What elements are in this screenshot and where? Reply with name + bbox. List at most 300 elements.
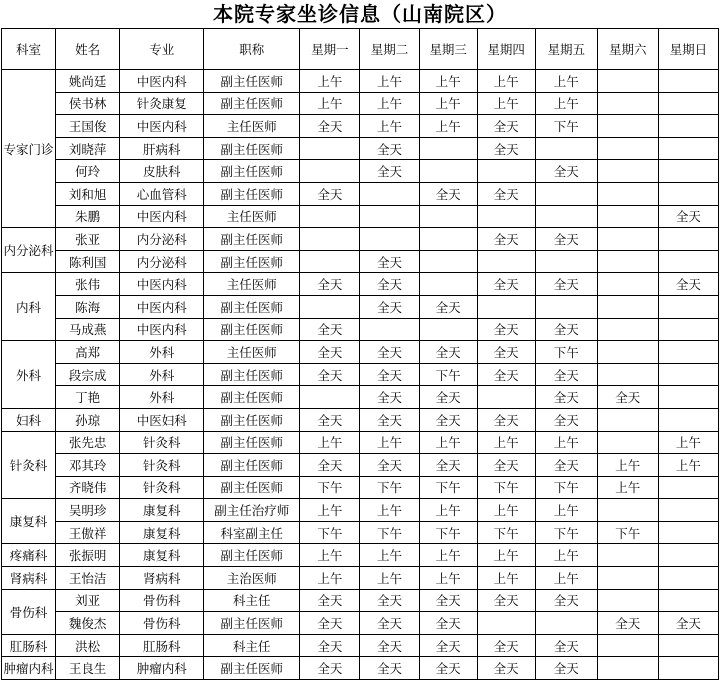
column-header: 星期一: [300, 29, 360, 70]
schedule-cell: 全天: [360, 341, 419, 364]
schedule-cell: [658, 228, 718, 251]
table-row: [2, 295, 719, 318]
doctor-name-cell: 陈海: [56, 295, 120, 318]
job-title-cell: 副主任医师: [204, 657, 300, 680]
department-cell: 妇科: [2, 408, 56, 431]
schedule-cell: 下午: [535, 115, 597, 138]
schedule-cell: [535, 250, 597, 273]
schedule-cell: [419, 273, 477, 296]
table-row: [2, 363, 719, 386]
doctor-name-cell: 马成燕: [56, 318, 120, 341]
schedule-cell: [360, 318, 419, 341]
schedule-cell: 全天: [419, 612, 477, 635]
schedule-cell: 上午: [360, 70, 419, 93]
schedule-cell: 上午: [477, 92, 535, 115]
schedule-cell: 上午: [300, 70, 360, 93]
schedule-cell: 全天: [360, 634, 419, 657]
department-cell: 专家门诊: [2, 70, 56, 228]
schedule-cell: 全天: [419, 295, 477, 318]
specialty-cell: 针灸科: [120, 454, 204, 477]
doctor-name-cell: 邓其玲: [56, 454, 120, 477]
doctor-name-cell: 刘亚: [56, 589, 120, 612]
doctor-name-cell: 高郑: [56, 341, 120, 364]
schedule-cell: 上午: [300, 544, 360, 567]
schedule-cell: [597, 589, 658, 612]
schedule-cell: 全天: [300, 363, 360, 386]
schedule-cell: [658, 521, 718, 544]
schedule-cell: 全天: [300, 341, 360, 364]
table-row: [2, 567, 719, 590]
job-title-cell: 副主任医师: [204, 137, 300, 160]
schedule-cell: [658, 70, 718, 93]
column-header: 星期三: [419, 29, 477, 70]
schedule-cell: 上午: [360, 499, 419, 522]
schedule-cell: [658, 137, 718, 160]
schedule-cell: 上午: [419, 544, 477, 567]
schedule-cell: 下午: [535, 476, 597, 499]
job-title-cell: 副主任医师: [204, 318, 300, 341]
schedule-cell: 下午: [535, 521, 597, 544]
job-title-cell: 副主任医师: [204, 454, 300, 477]
specialty-cell: 中医内科: [120, 205, 204, 228]
schedule-cell: 上午: [477, 70, 535, 93]
job-title-cell: 科室副主任: [204, 521, 300, 544]
doctor-name-cell: 吴明珍: [56, 499, 120, 522]
schedule-cell: [597, 544, 658, 567]
table-row: [2, 182, 719, 205]
schedule-cell: 上午: [360, 544, 419, 567]
department-cell: 肛肠科: [2, 634, 56, 657]
schedule-cell: [477, 295, 535, 318]
doctor-name-cell: 洪松: [56, 634, 120, 657]
specialty-cell: 外科: [120, 363, 204, 386]
schedule-cell: [658, 250, 718, 273]
schedule-cell: [658, 295, 718, 318]
schedule-cell: [597, 431, 658, 454]
schedule-cell: 全天: [300, 408, 360, 431]
schedule-cell: [597, 182, 658, 205]
schedule-cell: 全天: [300, 115, 360, 138]
schedule-cell: 全天: [477, 454, 535, 477]
department-cell: 外科: [2, 341, 56, 409]
schedule-cell: 上午: [535, 544, 597, 567]
schedule-cell: 全天: [535, 657, 597, 680]
schedule-cell: 上午: [360, 115, 419, 138]
schedule-cell: 上午: [419, 115, 477, 138]
schedule-cell: [477, 250, 535, 273]
schedule-cell: [658, 567, 718, 590]
column-header: 星期五: [535, 29, 597, 70]
schedule-cell: [419, 205, 477, 228]
doctor-name-cell: 刘和旭: [56, 182, 120, 205]
schedule-cell: [360, 205, 419, 228]
schedule-cell: 全天: [360, 589, 419, 612]
schedule-cell: 全天: [300, 634, 360, 657]
table-row: [2, 273, 719, 296]
doctor-name-cell: 魏俊杰: [56, 612, 120, 635]
specialty-cell: 心血管科: [120, 182, 204, 205]
schedule-cell: 全天: [360, 657, 419, 680]
doctor-name-cell: 张振明: [56, 544, 120, 567]
schedule-cell: [658, 160, 718, 183]
specialty-cell: 中医内科: [120, 318, 204, 341]
schedule-cell: 全天: [360, 137, 419, 160]
schedule-cell: [658, 544, 718, 567]
schedule-cell: 全天: [535, 454, 597, 477]
schedule-cell: 下午: [300, 521, 360, 544]
schedule-cell: [300, 205, 360, 228]
job-title-cell: 科主任: [204, 634, 300, 657]
schedule-cell: 全天: [300, 612, 360, 635]
column-header: 职称: [204, 29, 300, 70]
job-title-cell: 副主任医师: [204, 408, 300, 431]
schedule-cell: [597, 115, 658, 138]
job-title-cell: 副主任医师: [204, 182, 300, 205]
table-row: [2, 408, 719, 431]
schedule-cell: [597, 205, 658, 228]
specialty-cell: 皮肤科: [120, 160, 204, 183]
schedule-cell: 上午: [597, 476, 658, 499]
table-row: [2, 70, 719, 93]
table-row: [2, 228, 719, 251]
schedule-cell: [535, 205, 597, 228]
department-cell: 骨伤科: [2, 589, 56, 634]
job-title-cell: 副主任医师: [204, 386, 300, 409]
schedule-cell: 全天: [477, 589, 535, 612]
specialty-cell: 针灸科: [120, 431, 204, 454]
job-title-cell: 副主任医师: [204, 612, 300, 635]
schedule-cell: 全天: [535, 228, 597, 251]
schedule-cell: 全天: [360, 273, 419, 296]
schedule-cell: [597, 92, 658, 115]
table-row: [2, 250, 719, 273]
schedule-cell: [597, 499, 658, 522]
schedule-cell: [597, 567, 658, 590]
column-header: 科室: [2, 29, 56, 70]
table-row: [2, 318, 719, 341]
schedule-cell: [535, 612, 597, 635]
schedule-cell: 全天: [300, 273, 360, 296]
specialty-cell: 内分泌科: [120, 228, 204, 251]
schedule-cell: 下午: [419, 521, 477, 544]
schedule-cell: [477, 386, 535, 409]
schedule-cell: [300, 295, 360, 318]
schedule-cell: 全天: [477, 634, 535, 657]
schedule-cell: 全天: [300, 454, 360, 477]
specialty-cell: 针灸科: [120, 476, 204, 499]
schedule-cell: [597, 318, 658, 341]
table-row: [2, 160, 719, 183]
specialty-cell: 肛肠科: [120, 634, 204, 657]
schedule-cell: 全天: [300, 182, 360, 205]
table-row: [2, 386, 719, 409]
schedule-cell: 全天: [419, 341, 477, 364]
schedule-cell: [658, 182, 718, 205]
schedule-cell: [597, 250, 658, 273]
schedule-cell: 下午: [419, 476, 477, 499]
schedule-cell: [658, 408, 718, 431]
specialty-cell: 外科: [120, 386, 204, 409]
schedule-cell: [597, 341, 658, 364]
doctor-name-cell: 王傲祥: [56, 521, 120, 544]
schedule-cell: 全天: [360, 386, 419, 409]
schedule-cell: 全天: [300, 589, 360, 612]
schedule-cell: [477, 612, 535, 635]
department-cell: 康复科: [2, 499, 56, 544]
schedule-cell: [658, 363, 718, 386]
department-cell: 疼痛科: [2, 544, 56, 567]
schedule-cell: 上午: [300, 567, 360, 590]
column-header: 星期二: [360, 29, 419, 70]
doctor-name-cell: 王国俊: [56, 115, 120, 138]
schedule-cell: [597, 137, 658, 160]
schedule-cell: 全天: [535, 363, 597, 386]
schedule-cell: [658, 589, 718, 612]
page-title: 本院专家坐诊信息（山南院区）: [213, 2, 507, 26]
schedule-cell: [300, 250, 360, 273]
column-header: 姓名: [56, 29, 120, 70]
specialty-cell: 中医内科: [120, 273, 204, 296]
job-title-cell: 副主任医师: [204, 92, 300, 115]
doctor-name-cell: 王怡洁: [56, 567, 120, 590]
schedule-cell: [419, 250, 477, 273]
schedule-cell: 全天: [658, 205, 718, 228]
schedule-cell: 全天: [477, 273, 535, 296]
schedule-cell: 下午: [477, 521, 535, 544]
job-title-cell: 科主任: [204, 589, 300, 612]
table-row: [2, 205, 719, 228]
specialty-cell: 康复科: [120, 544, 204, 567]
schedule-cell: 全天: [535, 273, 597, 296]
schedule-cell: 全天: [360, 454, 419, 477]
schedule-cell: [300, 137, 360, 160]
header-row: [2, 29, 719, 70]
schedule-cell: [597, 363, 658, 386]
schedule-cell: 上午: [360, 92, 419, 115]
schedule-cell: 下午: [419, 363, 477, 386]
schedule-cell: 上午: [477, 499, 535, 522]
table-row: [2, 454, 719, 477]
job-title-cell: 副主任医师: [204, 295, 300, 318]
schedule-cell: 下午: [360, 476, 419, 499]
schedule-cell: [658, 476, 718, 499]
job-title-cell: 主治医师: [204, 567, 300, 590]
schedule-cell: 上午: [535, 92, 597, 115]
specialty-cell: 肾病科: [120, 567, 204, 590]
schedule-cell: 下午: [535, 341, 597, 364]
job-title-cell: 主任医师: [204, 273, 300, 296]
job-title-cell: 副主任医师: [204, 160, 300, 183]
doctor-name-cell: 张亚: [56, 228, 120, 251]
schedule-cell: 全天: [477, 341, 535, 364]
specialty-cell: 中医内科: [120, 295, 204, 318]
job-title-cell: 副主任医师: [204, 476, 300, 499]
doctor-name-cell: 齐晓伟: [56, 476, 120, 499]
schedule-cell: [419, 137, 477, 160]
specialty-cell: 肝病科: [120, 137, 204, 160]
schedule-cell: 上午: [477, 431, 535, 454]
schedule-cell: 上午: [477, 544, 535, 567]
specialty-cell: 中医内科: [120, 115, 204, 138]
schedule-cell: 上午: [597, 454, 658, 477]
specialty-cell: 骨伤科: [120, 612, 204, 635]
schedule-cell: 全天: [419, 386, 477, 409]
job-title-cell: 主任医师: [204, 341, 300, 364]
specialty-cell: 针灸康复: [120, 92, 204, 115]
schedule-cell: 全天: [597, 612, 658, 635]
schedule-cell: 上午: [360, 567, 419, 590]
schedule-cell: 上午: [419, 70, 477, 93]
schedule-cell: 上午: [300, 92, 360, 115]
schedule-cell: [597, 70, 658, 93]
table-row: [2, 634, 719, 657]
doctor-name-cell: 朱鹏: [56, 205, 120, 228]
specialty-cell: 康复科: [120, 499, 204, 522]
schedule-cell: 上午: [419, 499, 477, 522]
doctor-name-cell: 姚尚廷: [56, 70, 120, 93]
schedule-cell: 全天: [535, 386, 597, 409]
schedule-cell: 全天: [300, 657, 360, 680]
table-row: [2, 137, 719, 160]
schedule-cell: 下午: [360, 521, 419, 544]
doctor-name-cell: 张伟: [56, 273, 120, 296]
schedule-cell: 上午: [658, 454, 718, 477]
schedule-cell: 全天: [477, 182, 535, 205]
schedule-cell: [419, 318, 477, 341]
doctor-name-cell: 孙琼: [56, 408, 120, 431]
schedule-cell: 全天: [477, 137, 535, 160]
table-row: [2, 589, 719, 612]
schedule-cell: [300, 386, 360, 409]
job-title-cell: 副主任医师: [204, 363, 300, 386]
schedule-cell: 全天: [535, 318, 597, 341]
table-row: [2, 431, 719, 454]
specialty-cell: 中医妇科: [120, 408, 204, 431]
schedule-cell: [360, 228, 419, 251]
schedule-cell: [658, 634, 718, 657]
column-header: 星期四: [477, 29, 535, 70]
schedule-cell: 全天: [419, 657, 477, 680]
schedule-cell: [535, 295, 597, 318]
job-title-cell: 副主任医师: [204, 228, 300, 251]
schedule-cell: 全天: [360, 295, 419, 318]
schedule-cell: 上午: [360, 431, 419, 454]
department-cell: 肾病科: [2, 567, 56, 590]
schedule-cell: [597, 408, 658, 431]
schedule-cell: 全天: [535, 160, 597, 183]
schedule-cell: 全天: [419, 589, 477, 612]
specialty-cell: 康复科: [120, 521, 204, 544]
schedule-cell: 全天: [360, 250, 419, 273]
schedule-cell: 全天: [477, 657, 535, 680]
schedule-cell: 上午: [535, 431, 597, 454]
department-cell: 内科: [2, 273, 56, 341]
schedule-cell: 全天: [477, 363, 535, 386]
schedule-cell: [658, 115, 718, 138]
job-title-cell: 副主任医师: [204, 431, 300, 454]
doctor-name-cell: 侯书林: [56, 92, 120, 115]
schedule-cell: [658, 499, 718, 522]
schedule-cell: 全天: [658, 273, 718, 296]
schedule-cell: [597, 657, 658, 680]
table-row: [2, 341, 719, 364]
schedule-cell: [597, 160, 658, 183]
job-title-cell: 主任医师: [204, 205, 300, 228]
schedule-cell: 上午: [477, 567, 535, 590]
schedule-cell: [477, 205, 535, 228]
schedule-cell: 上午: [419, 92, 477, 115]
schedule-cell: 下午: [477, 476, 535, 499]
table-row: [2, 92, 719, 115]
schedule-cell: [658, 92, 718, 115]
schedule-cell: 全天: [477, 408, 535, 431]
schedule-cell: 全天: [360, 363, 419, 386]
schedule-cell: 全天: [477, 318, 535, 341]
specialty-cell: 内分泌科: [120, 250, 204, 273]
table-row: [2, 476, 719, 499]
schedule-cell: [658, 657, 718, 680]
schedule-cell: 全天: [360, 612, 419, 635]
schedule-cell: [300, 160, 360, 183]
schedule-cell: 全天: [360, 160, 419, 183]
schedule-cell: 全天: [419, 634, 477, 657]
doctor-name-cell: 段宗成: [56, 363, 120, 386]
schedule-cell: 全天: [300, 318, 360, 341]
schedule-cell: 上午: [535, 499, 597, 522]
schedule-cell: [597, 634, 658, 657]
schedule-cell: [360, 182, 419, 205]
schedule-cell: 上午: [300, 499, 360, 522]
column-header: 星期六: [597, 29, 658, 70]
specialty-cell: 外科: [120, 341, 204, 364]
schedule-cell: 上午: [658, 431, 718, 454]
column-header: 星期日: [658, 29, 718, 70]
schedule-cell: 全天: [360, 408, 419, 431]
schedule-cell: 上午: [535, 70, 597, 93]
schedule-cell: [597, 273, 658, 296]
job-title-cell: 副主任医师: [204, 70, 300, 93]
specialty-cell: 骨伤科: [120, 589, 204, 612]
job-title-cell: 主任医师: [204, 115, 300, 138]
schedule-cell: [597, 228, 658, 251]
doctor-name-cell: 何玲: [56, 160, 120, 183]
doctor-name-cell: 刘晓萍: [56, 137, 120, 160]
schedule-cell: 全天: [535, 589, 597, 612]
schedule-cell: 下午: [597, 521, 658, 544]
schedule-cell: 全天: [419, 408, 477, 431]
department-cell: 内分泌科: [2, 228, 56, 273]
table-row: [2, 115, 719, 138]
table-row: [2, 612, 719, 635]
schedule-cell: 全天: [419, 454, 477, 477]
doctor-name-cell: 丁艳: [56, 386, 120, 409]
schedule-cell: 上午: [419, 567, 477, 590]
schedule-cell: [535, 182, 597, 205]
schedule-cell: [658, 341, 718, 364]
doctor-name-cell: 陈利国: [56, 250, 120, 273]
schedule-cell: [658, 318, 718, 341]
schedule-cell: [419, 228, 477, 251]
schedule-cell: 上午: [419, 431, 477, 454]
schedule-cell: [419, 160, 477, 183]
schedule-cell: [597, 295, 658, 318]
table-row: [2, 544, 719, 567]
table-row: [2, 657, 719, 680]
schedule-cell: [300, 228, 360, 251]
schedule-cell: 全天: [535, 408, 597, 431]
schedule-cell: 全天: [658, 612, 718, 635]
schedule-cell: 全天: [477, 115, 535, 138]
